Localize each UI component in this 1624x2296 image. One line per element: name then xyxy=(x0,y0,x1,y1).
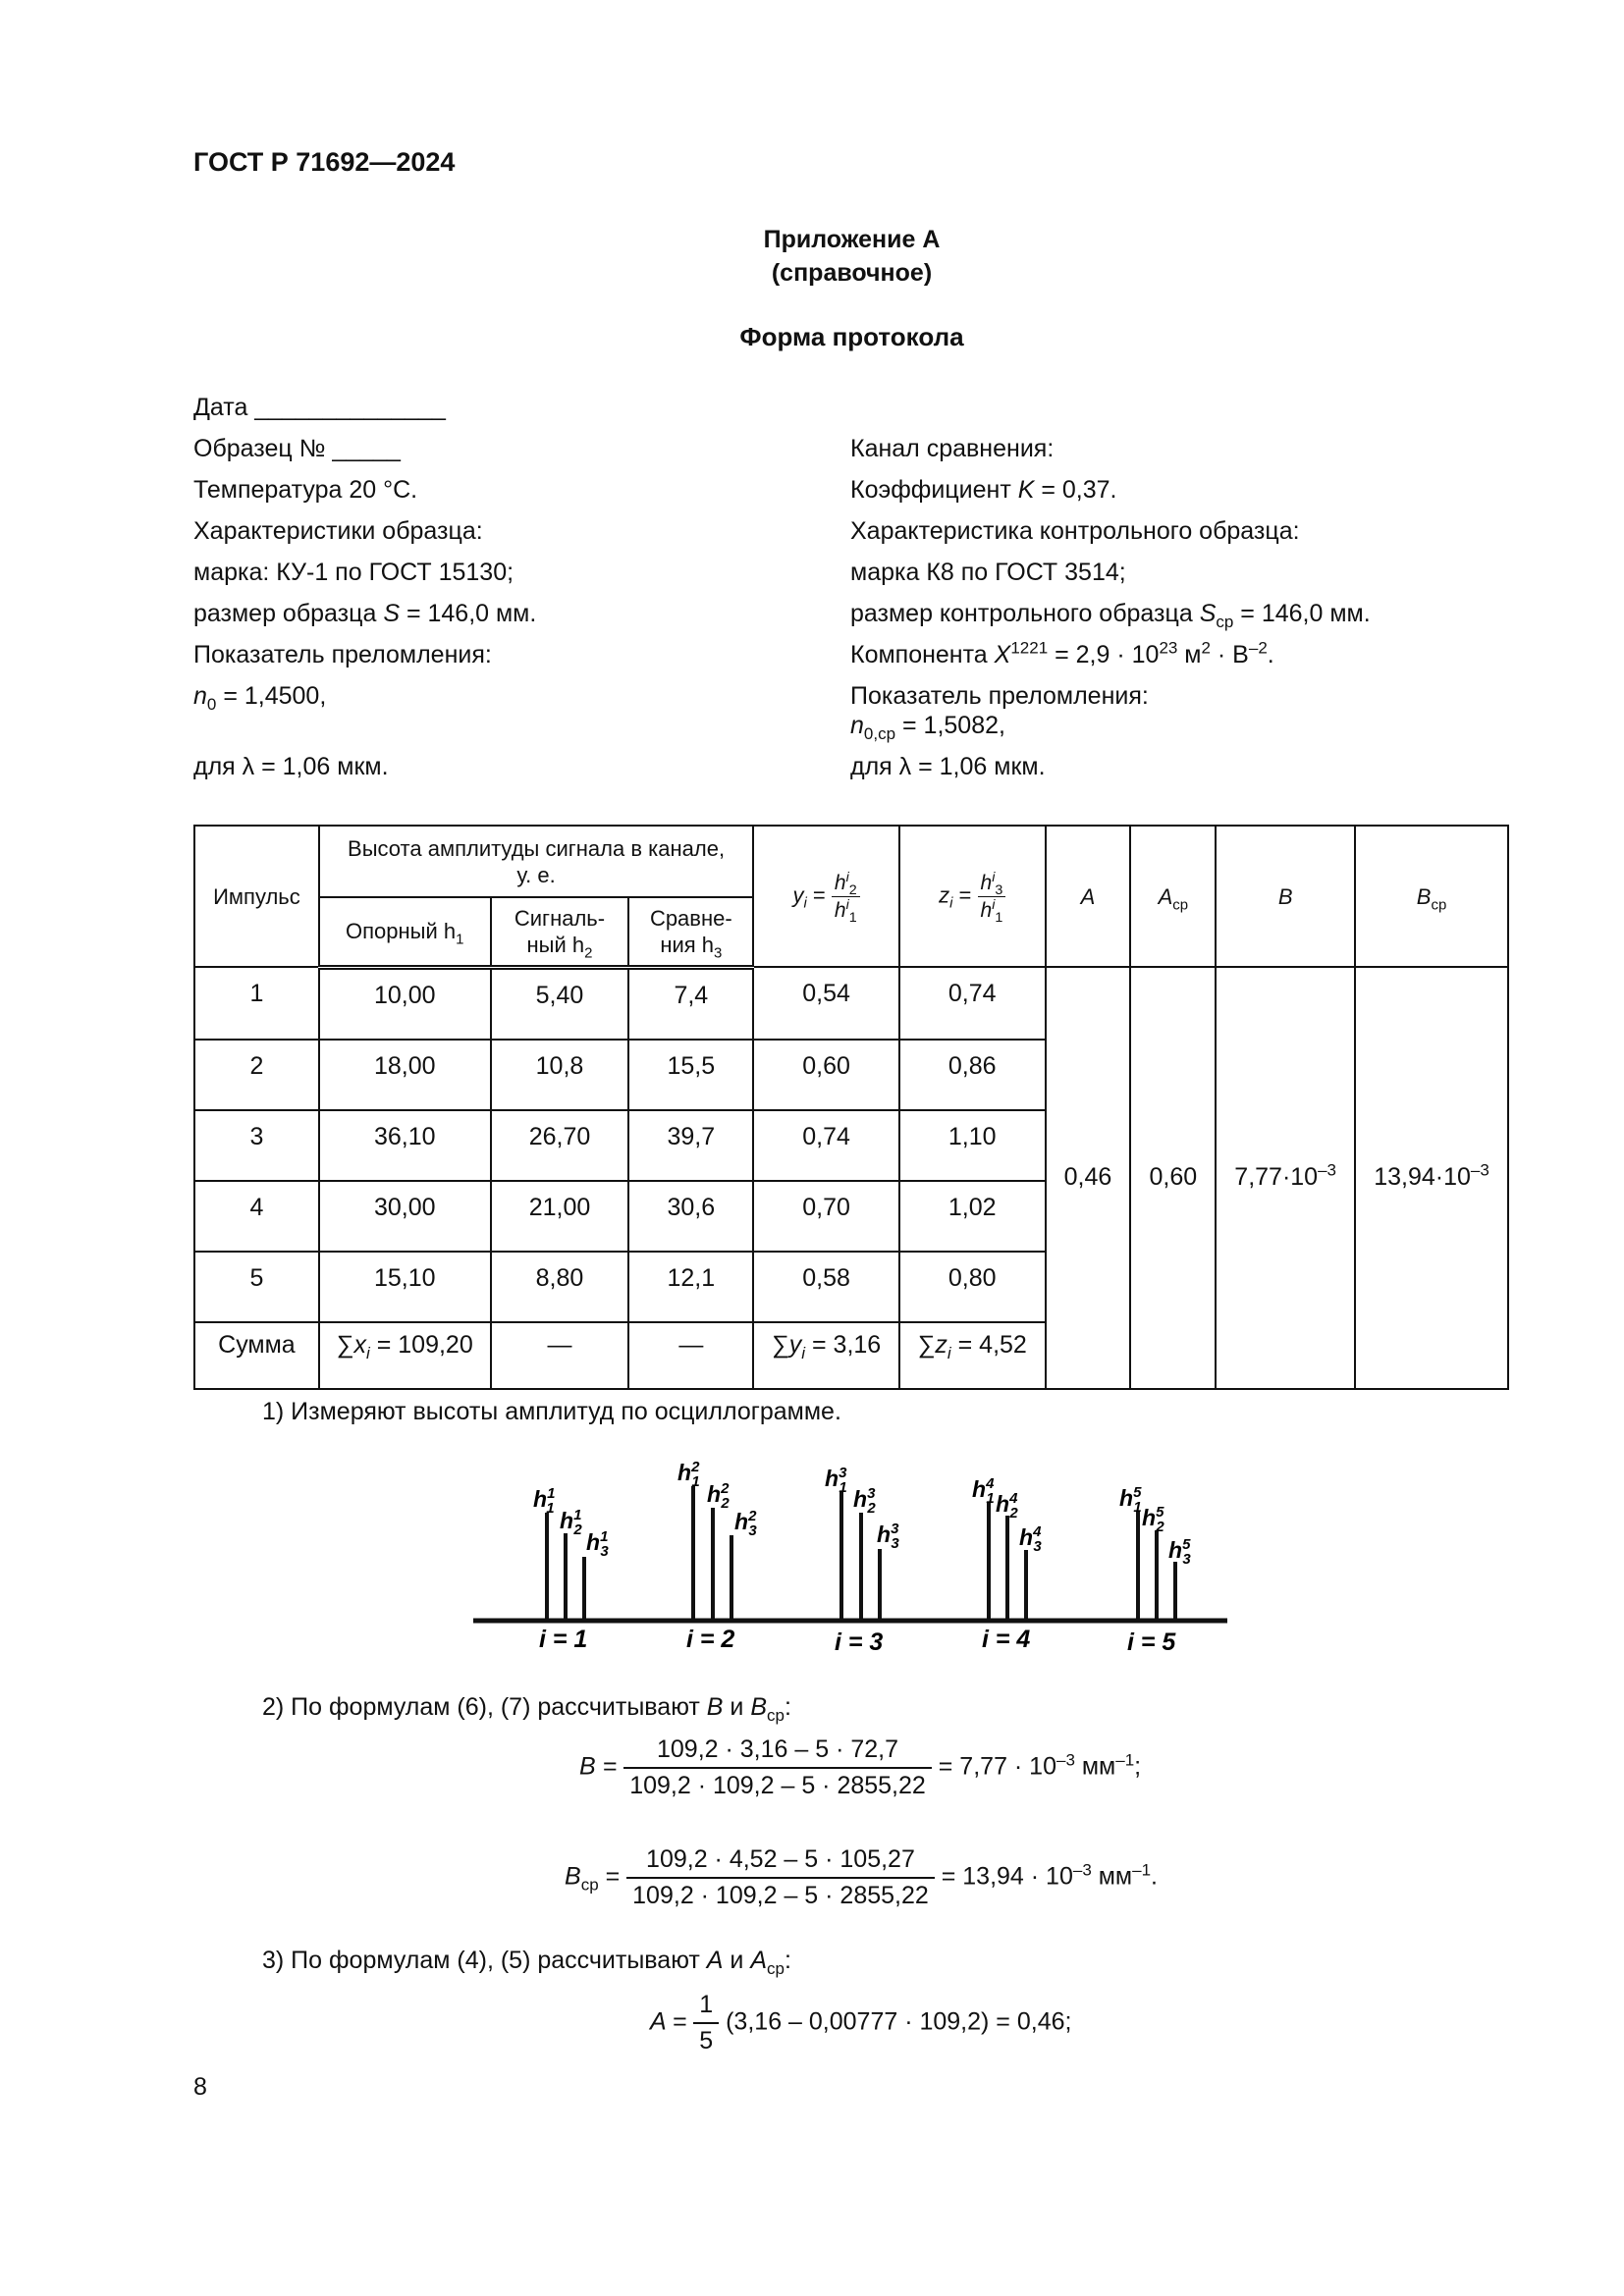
header-signal: Сигналь- ный $h_2$ xyxy=(491,897,629,967)
header-B: B xyxy=(1216,826,1355,967)
protocol-table xyxy=(193,825,1509,1390)
pulse-index-label: i = 2 xyxy=(686,1626,735,1653)
header-amplitude: Высота амплитуды сигнала в канале, у. е. xyxy=(319,826,753,897)
cell-h3: 7,4 xyxy=(628,967,753,1040)
pulse-label: $h^5$ 3 xyxy=(1168,1536,1191,1568)
formula-Bcp-fraction: $\frac{109,2 \cdot 4,52 - 5 \cdot 105,27}{109,2 \cdot 109,2 - 5 \cdot 2855,22}$ xyxy=(626,1845,935,1910)
pulse-label: $h^5$ 1 xyxy=(1119,1484,1142,1516)
comparison-channel-label: Канал сравнения: xyxy=(850,435,1055,462)
control-grade-field: марка К8 по ГОСТ 3514; xyxy=(850,559,1126,586)
control-size-field: размер контрольного образца $S_{ср} = 146,0$ мм. xyxy=(850,600,1371,631)
cell-h1: 18,00 xyxy=(319,1040,491,1110)
pulse-label: $h^3$ 2 xyxy=(853,1485,876,1517)
cell-impulse: 4 xyxy=(194,1181,319,1252)
pulse-label: $h^5$ 2 xyxy=(1142,1504,1164,1535)
header-y-fraction: $\frac{h^i_2}{h^i_1}$ xyxy=(832,870,860,924)
formula-B-fraction: $\frac{109,2 \cdot 3,16 - 5 \cdot 72,7}{109,2 \cdot 109,2 - 5 \cdot 2855,22}$ xyxy=(623,1735,932,1800)
step-3-text: 3) По формулам (4), (5) рассчитывают A и $A_{ср}$: xyxy=(262,1947,791,1978)
wavelength-field-right: для λ = 1,06 мкм. xyxy=(850,753,1046,780)
formula-B: B = $\frac{109,2 \cdot 3,16 - 5 \cdot 72,7}{109,2 \cdot 109,2 - 5 \cdot 2855,22}$ = $7,77 \cdot 10^{-3}$ $мм^{-1}$; xyxy=(579,1735,1142,1799)
pulse-label: $h^3$ 1 xyxy=(825,1465,847,1496)
cell-z: 1,10 xyxy=(899,1110,1046,1181)
control-refraction-label: Показатель преломления: xyxy=(850,682,1149,710)
formula-A: A = $\frac{1}{5}$ (3,16 – 0,00777 · 109,2) = 0,46; xyxy=(650,1991,1072,2055)
refraction-n0cp-field: $n_{0,ср} = 1,5082$, xyxy=(850,712,1005,743)
cell-h2: 21,00 xyxy=(491,1181,629,1252)
cell-h3: 12,1 xyxy=(628,1252,753,1322)
pulse-index-label: i = 4 xyxy=(982,1626,1031,1653)
pulse-group-2 xyxy=(677,1459,757,1653)
cell-sum-z: $\sum z_i = 4,52$ xyxy=(899,1322,1046,1389)
cell-h1: 10,00 xyxy=(319,967,491,1040)
cell-impulse: 2 xyxy=(194,1040,319,1110)
page-number: 8 xyxy=(193,2073,207,2101)
cell-h1: 36,10 xyxy=(319,1110,491,1181)
header-A: A xyxy=(1046,826,1131,967)
cell-y: 0,58 xyxy=(753,1252,899,1322)
wavelength-field-left: для λ = 1,06 мкм. xyxy=(193,753,389,780)
cell-h1: 30,00 xyxy=(319,1181,491,1252)
cell-sum-h3: — xyxy=(628,1322,753,1389)
pulse-group-1 xyxy=(533,1485,609,1653)
cell-B: $7,77\cdot 10^{-3}$ xyxy=(1216,967,1355,1389)
cell-sum-y: $\sum y_i = 3,16$ xyxy=(753,1322,899,1389)
cell-impulse: 3 xyxy=(194,1110,319,1181)
component-field: Компонента $X^{1221} = 2,9 \cdot 10^{23}$ $м^2 \cdot В^{-2}$. xyxy=(850,638,1274,668)
appendix-subtitle: (справочное) xyxy=(771,259,933,287)
temperature-field: Температура 20 °С. xyxy=(193,476,418,504)
cell-h3: 15,5 xyxy=(628,1040,753,1110)
cell-h2: 8,80 xyxy=(491,1252,629,1322)
cell-h2: 26,70 xyxy=(491,1110,629,1181)
cell-Bcp: $13,94\cdot 10^{-3}$ xyxy=(1355,967,1508,1389)
cell-z: 0,74 xyxy=(899,967,1046,1040)
header-reference: Опорный $h_1$ xyxy=(319,897,491,967)
sample-grade-field: марка: КУ-1 по ГОСТ 15130; xyxy=(193,559,514,586)
cell-impulse: 1 xyxy=(194,967,319,1040)
sample-number-field: Образец № _____ xyxy=(193,435,401,462)
header-comparison: Сравне- ния $h_3$ xyxy=(628,897,753,967)
pulse-label: $h^1$ 2 xyxy=(560,1507,582,1538)
cell-z: 0,86 xyxy=(899,1040,1046,1110)
pulse-group-3 xyxy=(825,1465,899,1656)
pulse-label: $h^4$ 1 xyxy=(972,1475,995,1507)
header-Bcp: $B_{ср}$ xyxy=(1355,826,1508,967)
cell-y: 0,60 xyxy=(753,1040,899,1110)
step-1-text: 1) Измеряют высоты амплитуд по осциллограмме. xyxy=(262,1398,841,1425)
header-Acp: $A_{ср}$ xyxy=(1130,826,1216,967)
date-field: Дата ______________ xyxy=(193,394,446,421)
cell-Acp: 0,60 xyxy=(1130,967,1216,1389)
cell-h2: 10,8 xyxy=(491,1040,629,1110)
step-2-text: 2) По формулам (6), (7) рассчитывают B и $B_{ср}$: xyxy=(262,1693,791,1725)
cell-h1: 15,10 xyxy=(319,1252,491,1322)
cell-sum-label: Сумма xyxy=(194,1322,319,1389)
pulse-label: $h^1$ 3 xyxy=(586,1528,609,1560)
sample-characteristics-label: Характеристики образца: xyxy=(193,517,483,545)
cell-z: 1,02 xyxy=(899,1181,1046,1252)
header-y: $y_i$ = $\frac{h^i_2}{h^i_1}$ xyxy=(753,826,899,967)
sample-size-field: размер образца S = 146,0 мм. xyxy=(193,600,537,627)
pulse-label: $h^2$ 1 xyxy=(677,1459,700,1490)
cell-A: 0,46 xyxy=(1046,967,1131,1389)
refraction-label: Показатель преломления: xyxy=(193,641,492,668)
pulse-label: $h^4$ 2 xyxy=(996,1490,1018,1522)
pulse-label: $h^2$ 3 xyxy=(734,1508,757,1539)
oscillogram-diagram xyxy=(469,1451,1231,1667)
header-z-fraction: $\frac{h^i_3}{h^i_1}$ xyxy=(978,870,1006,924)
cell-y: 0,74 xyxy=(753,1110,899,1181)
cell-impulse: 5 xyxy=(194,1252,319,1322)
pulse-label: $h^3$ 3 xyxy=(877,1521,899,1552)
cell-sum-x: $\sum x_i = 109,20$ xyxy=(319,1322,491,1389)
coefficient-field: Коэффициент K = 0,37. xyxy=(850,476,1117,504)
pulse-index-label: i = 5 xyxy=(1127,1629,1176,1656)
refraction-n0-field: $n_0 = 1,4500$, xyxy=(193,682,327,714)
pulse-group-4 xyxy=(972,1475,1042,1653)
cell-h3: 30,6 xyxy=(628,1181,753,1252)
cell-sum-h2: — xyxy=(491,1322,629,1389)
pulse-index-label: i = 1 xyxy=(539,1626,588,1653)
pulse-index-label: i = 3 xyxy=(835,1629,884,1656)
cell-h3: 39,7 xyxy=(628,1110,753,1181)
pulse-label: $h^4$ 3 xyxy=(1019,1523,1042,1555)
header-z: $z_i$ = $\frac{h^i_3}{h^i_1}$ xyxy=(899,826,1046,967)
pulse-group-5 xyxy=(1119,1484,1191,1656)
header-impulse: Импульс xyxy=(194,826,319,967)
cell-z: 0,80 xyxy=(899,1252,1046,1322)
control-characteristics-label: Характеристика контрольного образца: xyxy=(850,517,1300,545)
table-row xyxy=(194,967,1508,1040)
document-code: ГОСТ Р 71692—2024 xyxy=(193,147,456,177)
cell-y: 0,70 xyxy=(753,1181,899,1252)
formula-Bcp: $B_{ср}$ = $\frac{109,2 \cdot 4,52 - 5 \cdot 105,27}{109,2 \cdot 109,2 - 5 \cdot 2855,22}$ = $13,94 \cdot 10^{-3}$ $мм^{-1}$. xyxy=(565,1845,1158,1909)
appendix-title: Приложение А xyxy=(763,226,941,253)
cell-h2: 5,40 xyxy=(491,967,629,1040)
pulse-label: $h^2$ 2 xyxy=(707,1480,730,1512)
cell-y: 0,54 xyxy=(753,967,899,1040)
form-title: Форма протокола xyxy=(739,322,964,351)
formula-A-fraction: $\frac{1}{5}$ xyxy=(693,1991,719,2056)
pulse-label: $h^1$ 1 xyxy=(533,1485,555,1517)
